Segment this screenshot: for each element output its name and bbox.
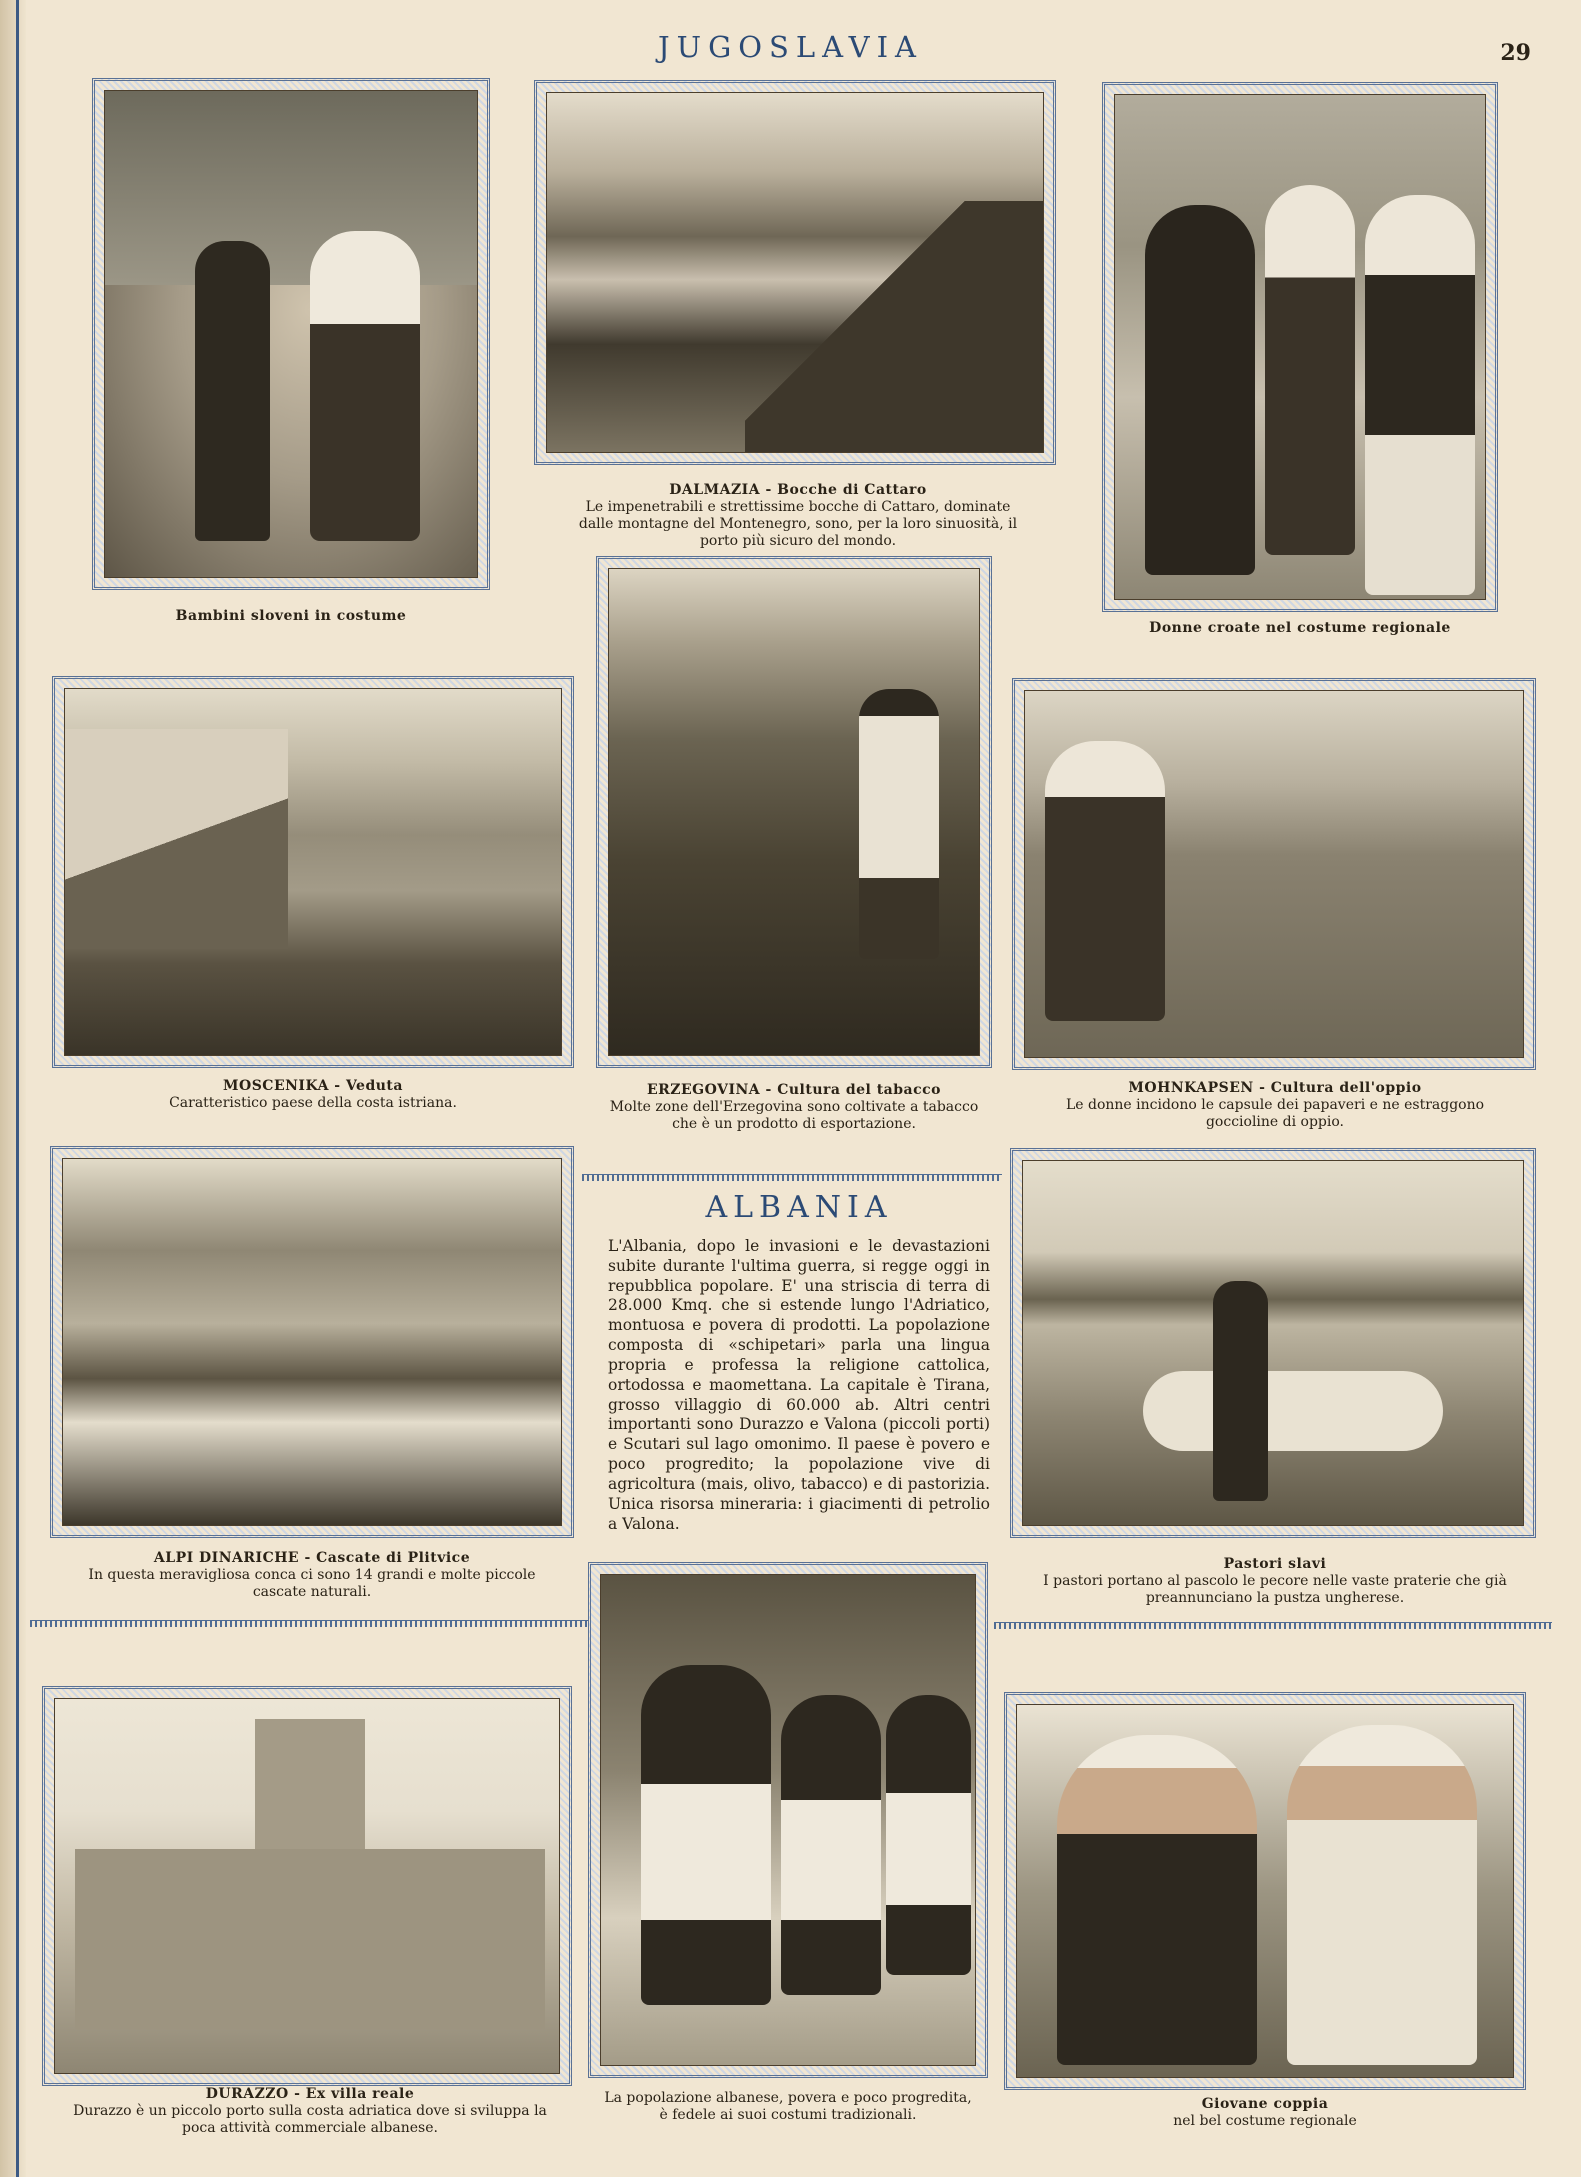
photo-alpi-image <box>62 1158 562 1526</box>
caption-durazzo <box>60 2086 560 2137</box>
photo-moscenika <box>52 676 574 1068</box>
photo-donne-image <box>1114 94 1486 600</box>
photo-coppia <box>1004 1692 1526 2090</box>
spine-rule <box>16 0 19 2177</box>
albania-text: L'Albania, dopo le invasioni e le devastazioni subite durante l'ultima guerra, si regge oggi in repubblica popolare. E' una striscia di terra di 28.000 Kmq. che si estende lungo l'Adriatico, montuosa e povera di prodotti. La popolazione composta di «schipetari» parla una lingua propria e professa la religione cattolica, ortodossa e maomettana. La capitale è Tirana, grosso villaggio di 60.000 ab. Altri centri importanti sono Durazzo e Valona (piccoli porti) e Scutari sul lago omonimo. Il paese è povero e poco progredito; la popolazione vive di agricoltura (mais, olivo, tabacco) e di pastorizia. Unica risorsa mineraria: i giacimenti di petrolio a Valona. <box>608 1237 990 1533</box>
caption-moscenika <box>52 1078 574 1112</box>
photo-coppia-woman <box>1287 1725 1477 2065</box>
caption-popolazione <box>600 2090 976 2124</box>
caption-bambini <box>92 608 490 625</box>
photo-bambini <box>92 78 490 590</box>
section-divider-left <box>30 1620 590 1627</box>
page-spine <box>0 0 26 2177</box>
photo-pastori <box>1010 1148 1536 1538</box>
photo-durazzo-building <box>75 1849 545 2029</box>
caption-dalmazia <box>578 482 1018 550</box>
photo-moscenika-image <box>64 688 562 1056</box>
caption-durazzo-text: Durazzo è un piccolo porto sulla costa adriatica dove si sviluppa la poca attività commerciale albanese. <box>73 2103 547 2137</box>
caption-pastori-text: I pastori portano al pascolo le pecore nelle vaste praterie che già preannunciano la pustza ungherese. <box>1043 1573 1507 1607</box>
caption-mohnkapsen <box>1040 1080 1510 1131</box>
caption-mohnkapsen-title: MOHNKAPSEN - Cultura dell'oppio <box>1128 1080 1422 1096</box>
photo-donne-woman-1 <box>1145 205 1255 575</box>
photo-mohnkapsen-image <box>1024 690 1524 1058</box>
caption-alpi <box>60 1550 564 1601</box>
photo-dalmazia <box>534 80 1056 465</box>
photo-mohnkapsen <box>1012 678 1536 1070</box>
photo-donne <box>1102 82 1498 612</box>
photo-erzegovina-image <box>608 568 980 1056</box>
photo-pastori-sheep <box>1143 1371 1443 1451</box>
photo-dalmazia-mountain <box>745 201 1043 452</box>
photo-pastori-image <box>1022 1160 1524 1526</box>
caption-popolazione-text: La popolazione albanese, povera e poco progredita, è fedele ai suoi costumi tradizionali. <box>604 2090 972 2124</box>
section-divider-right <box>994 1622 1552 1629</box>
photo-erzegovina <box>596 556 992 1068</box>
photo-bambini-image <box>104 90 478 578</box>
photo-durazzo-image <box>54 1698 560 2074</box>
photo-coppia-image <box>1016 1704 1514 2078</box>
caption-pastori <box>1040 1556 1510 1607</box>
photo-durazzo <box>42 1686 572 2086</box>
photo-moscenika-town <box>65 729 288 949</box>
caption-durazzo-title: DURAZZO - Ex villa reale <box>205 2086 415 2102</box>
caption-donne <box>1102 620 1498 637</box>
photo-bambini-boy <box>195 241 270 541</box>
caption-coppia-title: Giovane coppia <box>1201 2096 1329 2112</box>
photo-coppia-man <box>1057 1735 1257 2065</box>
caption-dalmazia-title: DALMAZIA - Bocche di Cattaro <box>669 482 927 498</box>
caption-coppia-text: nel bel costume regionale <box>1173 2113 1357 2130</box>
photo-popolazione-man-1 <box>641 1665 771 2005</box>
page-number: 29 <box>1500 40 1531 66</box>
photo-bambini-trees <box>105 91 477 285</box>
photo-donne-woman-3 <box>1365 195 1475 595</box>
caption-coppia <box>1060 2096 1470 2130</box>
caption-moscenika-text: Caratteristico paese della costa istriana. <box>169 1095 457 1112</box>
photo-donne-woman-2 <box>1265 185 1355 555</box>
caption-donne-title: Donne croate nel costume regionale <box>1149 620 1451 636</box>
page-title: JUGOSLAVIA <box>658 30 923 64</box>
caption-dalmazia-text: Le impenetrabili e strettissime bocche di Cattaro, dominate dalle montagne del Montenegro, sono, per la loro sinuosità, il porto più sicuro del mondo. <box>578 499 1018 550</box>
caption-alpi-text: In questa meravigliosa conca ci sono 14 grandi e molte piccole cascate naturali. <box>88 1567 536 1601</box>
caption-erzegovina-title: ERZEGOVINA - Cultura del tabacco <box>646 1082 941 1098</box>
caption-moscenika-title: MOSCENIKA - Veduta <box>223 1078 403 1094</box>
caption-erzegovina <box>600 1082 988 1133</box>
photo-alpi <box>50 1146 574 1538</box>
photo-popolazione-man-3 <box>886 1695 971 1975</box>
caption-pastori-title: Pastori slavi <box>1223 1556 1327 1572</box>
photo-popolazione-image <box>600 1574 976 2066</box>
photo-popolazione-man-2 <box>781 1695 881 1995</box>
photo-bambini-girl <box>310 231 420 541</box>
albania-title: ALBANIA <box>705 1190 893 1225</box>
albania-section <box>598 1168 1000 1558</box>
photo-dalmazia-image <box>546 92 1044 453</box>
caption-alpi-title: ALPI DINARICHE - Cascate di Plitvice <box>153 1550 471 1566</box>
caption-bambini-title: Bambini sloveni in costume <box>175 608 407 624</box>
photo-mohnkapsen-woman <box>1045 741 1165 1021</box>
caption-mohnkapsen-text: Le donne incidono le capsule dei papaveri e ne estraggono goccioline di oppio. <box>1065 1097 1485 1131</box>
photo-popolazione <box>588 1562 988 2078</box>
caption-erzegovina-text: Molte zone dell'Erzegovina sono coltivate a tabacco che è un prodotto di esportazione. <box>609 1099 979 1133</box>
photo-pastori-shepherd <box>1213 1281 1268 1501</box>
photo-erzegovina-farmer <box>859 689 939 959</box>
